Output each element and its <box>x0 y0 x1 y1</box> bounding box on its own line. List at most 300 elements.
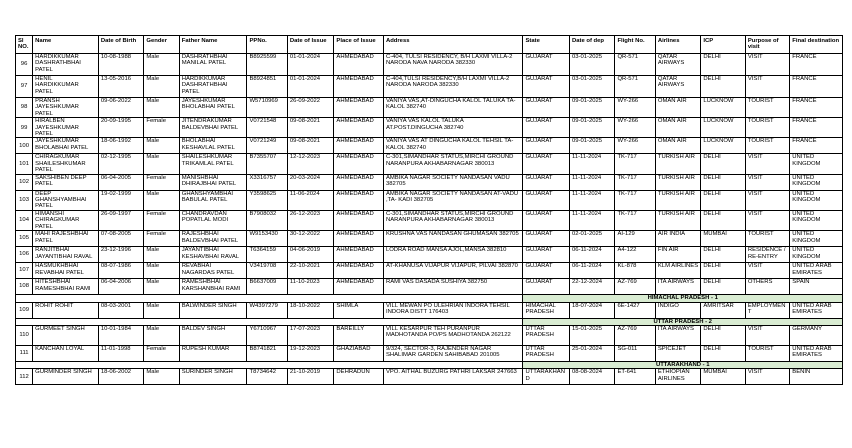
cell-date-of-dep: 09-01-2025 <box>569 138 614 154</box>
section-spacer <box>16 295 523 302</box>
cell-dob: 06-04-2005 <box>98 174 143 190</box>
cell-final-destination: FRANCE <box>790 54 843 76</box>
cell-final-destination: UNITED KINGDOM <box>790 210 843 230</box>
cell-dob: 07-08-2005 <box>98 231 143 247</box>
cell-sl-no: 105 <box>16 231 33 247</box>
cell-gender: Male <box>144 279 179 295</box>
cell-date-of-issue: 20-03-2024 <box>287 174 334 190</box>
cell-purpose: VISIT <box>745 76 789 98</box>
cell-pp-no: V0721548 <box>247 118 287 138</box>
cell-address: VILL MEWAN PO ULEHRIAN INDORA TEHSIL INDORA DISTT 176403 <box>383 302 523 318</box>
cell-date-of-dep: 11-11-2024 <box>569 190 614 210</box>
cell-final-destination: BENIN <box>790 369 843 385</box>
cell-date-of-issue: 22-10-2021 <box>287 263 334 279</box>
section-spacer <box>16 318 523 325</box>
cell-date-of-issue: 18-10-2022 <box>287 302 334 318</box>
cell-purpose: TOURIST <box>745 118 789 138</box>
cell-state: UTTARAKHAND <box>523 369 570 385</box>
cell-name: KANCHAN LOYAL <box>33 345 99 361</box>
cell-father-name: JAYANTIBHAI KESHAVBHAI RAVAL <box>179 247 247 263</box>
header-date-of-dep: Date of dep <box>569 36 614 54</box>
table-row <box>16 210 843 230</box>
table-row <box>16 302 843 318</box>
cell-name: PRANSH JAYESHKUMAR PATEL <box>33 98 99 118</box>
cell-dob: 18-06-1992 <box>98 138 143 154</box>
cell-gender: Male <box>144 98 179 118</box>
cell-date-of-issue: 09-08-2021 <box>287 118 334 138</box>
cell-name: JAYESHKUMAR BHOLABHAI PATEL <box>33 138 99 154</box>
cell-sl-no: 108 <box>16 279 33 295</box>
cell-pp-no: V0721249 <box>247 138 287 154</box>
cell-flight-no: TK-717 <box>615 154 655 174</box>
cell-flight-no: 6E-1427 <box>615 302 655 318</box>
header-row <box>16 36 843 54</box>
cell-sl-no: 111 <box>16 345 33 361</box>
cell-pp-no: B7355707 <box>247 154 287 174</box>
cell-date-of-issue: 30-12-2022 <box>287 231 334 247</box>
cell-flight-no: WY-266 <box>615 138 655 154</box>
cell-flight-no: KL-878 <box>615 263 655 279</box>
cell-address: AMBIKA NAGAR SOCIETY NANDASAN VADU 382705 <box>383 174 523 190</box>
cell-address: C-404,TULSI RESIDENCY,B/H LAXMI VILLA-2 NARODA NARODA 382330 <box>383 76 523 98</box>
table-row <box>16 54 843 76</box>
cell-date-of-issue: 01-01-2024 <box>287 76 334 98</box>
cell-date-of-issue: 26-12-2023 <box>287 210 334 230</box>
state-section-label: UTTAR PRADESH - 2 <box>523 318 843 325</box>
cell-dob: 10-08-1988 <box>98 54 143 76</box>
cell-icp: LUCKNOW <box>701 138 745 154</box>
cell-sl-no: 100 <box>16 138 33 154</box>
cell-gender: Female <box>144 231 179 247</box>
cell-dob: 11-01-1998 <box>98 345 143 361</box>
cell-date-of-dep: 15-01-2025 <box>569 325 614 345</box>
cell-place-of-issue: AHMEDABAD <box>334 231 384 247</box>
state-section-row <box>16 361 843 368</box>
cell-icp: DELHI <box>701 190 745 210</box>
cell-purpose: VISIT <box>745 369 789 385</box>
cell-final-destination: UNITED KINGDOM <box>790 247 843 263</box>
cell-airlines: SPICEJET <box>655 345 700 361</box>
cell-airlines: QATAR AIRWAYS <box>655 76 700 98</box>
cell-dob: 18-06-2002 <box>98 369 143 385</box>
cell-date-of-dep: 03-01-2025 <box>569 76 614 98</box>
cell-name: ROHIT ROHIT <box>33 302 99 318</box>
cell-final-destination: UNITED KINGDOM <box>790 190 843 210</box>
header-flight-no: Flight No. <box>615 36 655 54</box>
cell-dob: 23-12-1996 <box>98 247 143 263</box>
cell-father-name: REVABHAI NAGARDAS PATEL <box>179 263 247 279</box>
cell-name: MAHI RAJESHBHAI PATEL <box>33 231 99 247</box>
cell-state: GUJARAT <box>523 190 570 210</box>
header-final-destination: Final destination <box>790 36 843 54</box>
cell-father-name: BALDEV SINGH <box>179 325 247 345</box>
table-row <box>16 369 843 385</box>
cell-pp-no: T8734642 <box>247 369 287 385</box>
cell-date-of-dep: 03-01-2025 <box>569 54 614 76</box>
header-sl-no: Sl NO. <box>16 36 33 54</box>
cell-pp-no: B8925599 <box>247 54 287 76</box>
cell-gender: Male <box>144 154 179 174</box>
cell-airlines: TURKISH AIR <box>655 210 700 230</box>
cell-name: HENIL HARDIKKUMAR PATEL <box>33 76 99 98</box>
cell-father-name: GHANSHYAMBHAI BABULAL PATEL <box>179 190 247 210</box>
cell-dob: 13-05-2016 <box>98 76 143 98</box>
cell-icp: DELHI <box>701 345 745 361</box>
cell-place-of-issue: AHMEDABAD <box>334 210 384 230</box>
cell-place-of-issue: AHMEDABAD <box>334 154 384 174</box>
cell-name: HIMANSHI CHIRAGKUMAR PATEL <box>33 210 99 230</box>
state-section-label: HIMACHAL PRADESH - 1 <box>523 295 843 302</box>
cell-date-of-issue: 19-12-2023 <box>287 345 334 361</box>
state-section-row <box>16 318 843 325</box>
cell-state: GUJARAT <box>523 174 570 190</box>
cell-date-of-issue: 21-10-2019 <box>287 369 334 385</box>
cell-sl-no: 104 <box>16 210 33 230</box>
cell-final-destination: UNITED KINGDOM <box>790 154 843 174</box>
cell-airlines: OMAN AIR <box>655 118 700 138</box>
cell-date-of-issue: 09-08-2021 <box>287 138 334 154</box>
cell-address: AT-KHANUSA VIJAPUR VIJAPUR, PILVAI 382870 <box>383 263 523 279</box>
cell-state: GUJARAT <box>523 154 570 174</box>
cell-icp: DELHI <box>701 54 745 76</box>
cell-icp: MUMBAI <box>701 369 745 385</box>
cell-pp-no: Y3598625 <box>247 190 287 210</box>
cell-gender: Female <box>144 345 179 361</box>
cell-gender: Male <box>144 302 179 318</box>
cell-purpose: EMPLOYMENT <box>745 302 789 318</box>
state-section-row <box>16 295 843 302</box>
table-row <box>16 98 843 118</box>
cell-date-of-dep: 08-08-2024 <box>569 369 614 385</box>
cell-final-destination: UNITED ARAB EMIRATES <box>790 345 843 361</box>
cell-date-of-issue: 17-07-2023 <box>287 325 334 345</box>
cell-airlines: ITA AIRWAYS <box>655 279 700 295</box>
cell-father-name: SURINDER SINGH <box>179 369 247 385</box>
cell-state: HIMACHAL PRADESH <box>523 302 570 318</box>
header-airlines: Airlines <box>655 36 700 54</box>
cell-date-of-dep: 06-11-2024 <box>569 263 614 279</box>
header-father-name: Father Name <box>179 36 247 54</box>
table-row <box>16 325 843 345</box>
cell-purpose: TOURIST <box>745 98 789 118</box>
table-row <box>16 190 843 210</box>
cell-date-of-dep: 11-11-2024 <box>569 174 614 190</box>
cell-state: GUJARAT <box>523 279 570 295</box>
cell-sl-no: 109 <box>16 302 33 318</box>
cell-address: AMBIKA NAGAR SOCIETY NANDASAN AT-VADU ,TA- KADI 382705 <box>383 190 523 210</box>
cell-icp: DELHI <box>701 154 745 174</box>
cell-final-destination: GERMANY <box>790 325 843 345</box>
cell-place-of-issue: DEHRADUN <box>334 369 384 385</box>
cell-dob: 02-12-1995 <box>98 154 143 174</box>
cell-pp-no: B8741821 <box>247 345 287 361</box>
cell-father-name: JAYESHKUMAR BHOLABHAI PATEL <box>179 98 247 118</box>
cell-pp-no: Y6710967 <box>247 325 287 345</box>
cell-sl-no: 102 <box>16 174 33 190</box>
cell-dob: 10-01-1984 <box>98 325 143 345</box>
section-spacer <box>16 361 523 368</box>
cell-final-destination: FRANCE <box>790 76 843 98</box>
header-name: Name <box>33 36 99 54</box>
cell-date-of-issue: 11-06-2024 <box>287 190 334 210</box>
cell-flight-no: AZ-769 <box>615 279 655 295</box>
cell-final-destination: FRANCE <box>790 98 843 118</box>
cell-icp: DELHI <box>701 210 745 230</box>
cell-date-of-dep: 06-11-2024 <box>569 247 614 263</box>
table-row <box>16 345 843 361</box>
cell-flight-no: TK-717 <box>615 190 655 210</box>
cell-place-of-issue: AHMEDABAD <box>334 247 384 263</box>
cell-dob: 19-02-1999 <box>98 190 143 210</box>
table-row <box>16 174 843 190</box>
cell-flight-no: QR-571 <box>615 76 655 98</box>
cell-pp-no: X3316757 <box>247 174 287 190</box>
cell-name: DEEP GHANSHYAMBHAI PATEL <box>33 190 99 210</box>
cell-flight-no: TK-717 <box>615 174 655 190</box>
cell-address: VANIYA VAS,AT-DINGUCHA KALOL TALUKA TA-KALOL 382740 <box>383 98 523 118</box>
cell-gender: Male <box>144 76 179 98</box>
cell-airlines: TURKISH AIR <box>655 174 700 190</box>
cell-place-of-issue: AHMEDABAD <box>334 138 384 154</box>
cell-airlines: TURKISH AIR <box>655 154 700 174</box>
cell-address: 9/324, SECTOR-3, RAJENDER NAGAR SHALIMAR GARDEN SAHIBABAD 201005 <box>383 345 523 361</box>
cell-flight-no: AZ-769 <box>615 325 655 345</box>
cell-pp-no: B7908032 <box>247 210 287 230</box>
cell-date-of-issue: 11-10-2023 <box>287 279 334 295</box>
header-icp: ICP <box>701 36 745 54</box>
cell-name: HARDIKKUMAR DASHRATHBHAI PATEL <box>33 54 99 76</box>
cell-place-of-issue: SHIMLA <box>334 302 384 318</box>
cell-sl-no: 112 <box>16 369 33 385</box>
cell-icp: DELHI <box>701 247 745 263</box>
cell-flight-no: WY-266 <box>615 118 655 138</box>
cell-purpose: RESIDENCE / RE-ENTRY <box>745 247 789 263</box>
cell-gender: Female <box>144 210 179 230</box>
cell-pp-no: W5710969 <box>247 98 287 118</box>
cell-date-of-issue: 12-12-2023 <box>287 154 334 174</box>
cell-state: GUJARAT <box>523 210 570 230</box>
cell-date-of-dep: 25-01-2024 <box>569 345 614 361</box>
cell-father-name: CHANDRAVDAN POPATLAL MODI <box>179 210 247 230</box>
cell-airlines: KLM AIRLINES <box>655 263 700 279</box>
cell-final-destination: UNITED ARAB EMIRATES <box>790 302 843 318</box>
table-row <box>16 247 843 263</box>
cell-state: GUJARAT <box>523 98 570 118</box>
cell-final-destination: FRANCE <box>790 118 843 138</box>
header-pp-no: PPNo. <box>247 36 287 54</box>
cell-place-of-issue: AHMEDABAD <box>334 98 384 118</box>
cell-state: GUJARAT <box>523 231 570 247</box>
cell-date-of-dep: 11-11-2024 <box>569 154 614 174</box>
cell-gender: Male <box>144 190 179 210</box>
cell-place-of-issue: GHAZIABAD <box>334 345 384 361</box>
cell-airlines: ITA AIRWAYS <box>655 325 700 345</box>
cell-date-of-dep: 02-01-2025 <box>569 231 614 247</box>
cell-dob: 09-06-2022 <box>98 98 143 118</box>
cell-name: HASMUKHBHAI REVABHAI PATEL <box>33 263 99 279</box>
cell-purpose: VISIT <box>745 174 789 190</box>
cell-pp-no: W9153430 <box>247 231 287 247</box>
cell-dob: 08-03-2001 <box>98 302 143 318</box>
cell-purpose: VISIT <box>745 325 789 345</box>
cell-gender: Male <box>144 325 179 345</box>
cell-name: GURMINDER SINGH <box>33 369 99 385</box>
cell-state: UTTAR PRADESH <box>523 325 570 345</box>
cell-address: C-404, TULSI RESIDENCY, B/H LAXMI VILLA-2 NARODA NAVA NARODA 382330 <box>383 54 523 76</box>
cell-airlines: AIR INDIA <box>655 231 700 247</box>
cell-date-of-dep: 22-12-2024 <box>569 279 614 295</box>
cell-final-destination: UNITED KINGDOM <box>790 174 843 190</box>
cell-flight-no: ET-641 <box>615 369 655 385</box>
cell-icp: DELHI <box>701 174 745 190</box>
table-row <box>16 263 843 279</box>
table-row <box>16 231 843 247</box>
cell-sl-no: 103 <box>16 190 33 210</box>
cell-pp-no: V3419708 <box>247 263 287 279</box>
cell-purpose: VISIT <box>745 154 789 174</box>
cell-sl-no: 98 <box>16 98 33 118</box>
cell-purpose: VISIT <box>745 263 789 279</box>
cell-airlines: OMAN AIR <box>655 138 700 154</box>
cell-name: SAKSHIBEN DEEP PATEL <box>33 174 99 190</box>
header-purpose: Purpose of visit <box>745 36 789 54</box>
cell-name: HIRALBEN JAYESHKUMAR PATEL <box>33 118 99 138</box>
cell-icp: DELHI <box>701 263 745 279</box>
table-row <box>16 76 843 98</box>
cell-icp: DELHI <box>701 279 745 295</box>
cell-place-of-issue: AHMEDABAD <box>334 190 384 210</box>
header-place-of-issue: Place of Issue <box>334 36 384 54</box>
cell-airlines: ETHIOPIAN AIRLINES <box>655 369 700 385</box>
cell-icp: LUCKNOW <box>701 118 745 138</box>
cell-dob: 06-04-2006 <box>98 279 143 295</box>
cell-place-of-issue: AHMEDABAD <box>334 118 384 138</box>
cell-date-of-issue: 01-01-2024 <box>287 54 334 76</box>
header-address: Address <box>383 36 523 54</box>
cell-place-of-issue: AHMEDABAD <box>334 54 384 76</box>
cell-place-of-issue: AHMEDABAD <box>334 279 384 295</box>
cell-father-name: BHOLABHAI KESHAVLAL PATEL <box>179 138 247 154</box>
cell-father-name: DASHRATHBHAI MANILAL PATEL <box>179 54 247 76</box>
cell-place-of-issue: AHMEDABAD <box>334 76 384 98</box>
cell-purpose: VISIT <box>745 190 789 210</box>
cell-gender: Male <box>144 54 179 76</box>
cell-gender: Female <box>144 118 179 138</box>
cell-airlines: FIN AIR <box>655 247 700 263</box>
cell-final-destination: UNITED KINGDOM <box>790 231 843 247</box>
cell-address: VPO. AITHAL BUZURG PATHRI LAKSAR 247663 <box>383 369 523 385</box>
cell-state: GUJARAT <box>523 138 570 154</box>
cell-final-destination: SPAIN <box>790 279 843 295</box>
cell-father-name: MANISHBHAI DHIRAJBHAI PATEL <box>179 174 247 190</box>
table-row <box>16 154 843 174</box>
table-row <box>16 118 843 138</box>
table-row <box>16 138 843 154</box>
cell-address: VANIYA VAS KALOL TALUKA AT.POST.DINGUCHA 382740 <box>383 118 523 138</box>
cell-dob: 20-09-1995 <box>98 118 143 138</box>
cell-date-of-dep: 09-01-2025 <box>569 118 614 138</box>
table-row <box>16 279 843 295</box>
state-section-label: UTTARAKHAND - 1 <box>523 361 843 368</box>
cell-name: GURMEET SINGH <box>33 325 99 345</box>
cell-sl-no: 101 <box>16 154 33 174</box>
cell-flight-no: AI-129 <box>615 231 655 247</box>
cell-state: GUJARAT <box>523 76 570 98</box>
cell-father-name: RAMESHBHAI KARSHANBHAI RAMI <box>179 279 247 295</box>
cell-state: UTTAR PRADESH <box>523 345 570 361</box>
cell-sl-no: 110 <box>16 325 33 345</box>
cell-gender: Male <box>144 369 179 385</box>
cell-date-of-issue: 04-06-2019 <box>287 247 334 263</box>
cell-airlines: OMAN AIR <box>655 98 700 118</box>
cell-flight-no: SG-011 <box>615 345 655 361</box>
cell-purpose: OTHERS <box>745 279 789 295</box>
cell-date-of-dep: 09-01-2025 <box>569 98 614 118</box>
cell-final-destination: UNITED ARAB EMIRATES <box>790 263 843 279</box>
cell-date-of-dep: 18-07-2024 <box>569 302 614 318</box>
cell-pp-no: T6364159 <box>247 247 287 263</box>
cell-father-name: HARDIKKUMAR DASHRATHBHAI PATEL <box>179 76 247 98</box>
cell-address: KRUSHNA VAS NANDASAN GHUMASAN 382705 <box>383 231 523 247</box>
cell-father-name: SHAILESHKUMAR TRIKAMLAL PATEL <box>179 154 247 174</box>
cell-father-name: RUPESH KUMAR <box>179 345 247 361</box>
cell-icp: LUCKNOW <box>701 98 745 118</box>
cell-state: GUJARAT <box>523 118 570 138</box>
header-gender: Gender <box>144 36 179 54</box>
cell-final-destination: FRANCE <box>790 138 843 154</box>
cell-sl-no: 97 <box>16 76 33 98</box>
cell-purpose: TOURIST <box>745 345 789 361</box>
cell-flight-no: WY-266 <box>615 98 655 118</box>
cell-address: VILL KESARPUR TEH PURANPUR MADHOTANDA PO/PS MADHOTANDA 262122 <box>383 325 523 345</box>
cell-purpose: VISIT <box>745 210 789 230</box>
cell-gender: Male <box>144 138 179 154</box>
cell-name: HITESHBHAI RAMESHBHAI RAMI <box>33 279 99 295</box>
cell-date-of-dep: 11-11-2024 <box>569 210 614 230</box>
cell-icp: DELHI <box>701 76 745 98</box>
cell-purpose: VISIT <box>745 54 789 76</box>
cell-address: RAMI VAS DASADA SUSHIYA 382750 <box>383 279 523 295</box>
cell-icp: AMRITSAR <box>701 302 745 318</box>
cell-address: VANIYA VAS AT DINGUCHA KALOL TEHSIL TA-KALOL 382740 <box>383 138 523 154</box>
cell-address: LODRA ROAD MANSA AJOL,MANSA 382810 <box>383 247 523 263</box>
cell-flight-no: A4-122 <box>615 247 655 263</box>
cell-pp-no: W4397279 <box>247 302 287 318</box>
cell-airlines: TURKISH AIR <box>655 190 700 210</box>
cell-gender: Male <box>144 247 179 263</box>
cell-purpose: TOURIST <box>745 231 789 247</box>
cell-father-name: RAJESHBHAI BALDEVBHAI PATEL <box>179 231 247 247</box>
cell-gender: Male <box>144 263 179 279</box>
cell-sl-no: 107 <box>16 263 33 279</box>
cell-sl-no: 96 <box>16 54 33 76</box>
cell-state: GUJARAT <box>523 263 570 279</box>
cell-address: C-301,SIMANDHAR STATUS,MIRCHI GROUND NARANPURA AKHABARNAGAR 380013 <box>383 210 523 230</box>
cell-place-of-issue: AHMEDABAD <box>334 263 384 279</box>
cell-icp: MUMBAI <box>701 231 745 247</box>
cell-icp: DELHI <box>701 325 745 345</box>
cell-airlines: QATAR AIRWAYS <box>655 54 700 76</box>
cell-date-of-issue: 26-09-2022 <box>287 98 334 118</box>
cell-name: CHIRAGKUMAR SHAILESHKUMAR PATEL <box>33 154 99 174</box>
header-state: State <box>523 36 570 54</box>
cell-dob: 08-07-1986 <box>98 263 143 279</box>
cell-purpose: TOURIST <box>745 138 789 154</box>
header-dob: Date of Birth <box>98 36 143 54</box>
cell-airlines: INDIGO <box>655 302 700 318</box>
cell-flight-no: QR-571 <box>615 54 655 76</box>
cell-father-name: BALWINDER SINGH <box>179 302 247 318</box>
